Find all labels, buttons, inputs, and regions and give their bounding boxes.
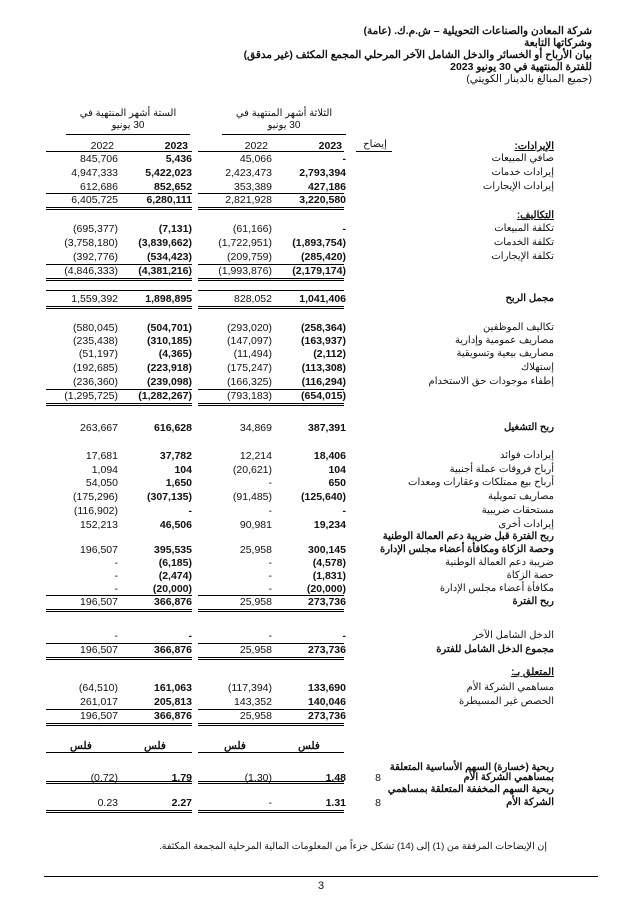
subtotal-rule — [46, 723, 192, 726]
statement-row — [0, 265, 642, 277]
row-value: (285,420) — [301, 251, 346, 263]
statement-row — [0, 667, 642, 679]
statement-row — [0, 710, 642, 722]
row-value: (695,377) — [73, 223, 118, 235]
row-value: (1,295,725) — [64, 390, 118, 402]
row-value: (504,701) — [147, 322, 192, 334]
row-value: (4,846,333) — [64, 265, 118, 277]
row-value: فلس — [298, 740, 320, 752]
row-value: 25,958 — [239, 596, 272, 608]
row-value: (64,510) — [78, 682, 118, 694]
row-value: (20,000) — [152, 583, 192, 595]
statement-row — [0, 362, 642, 374]
subtotal-rule — [198, 595, 344, 596]
row-value: 1,559,392 — [71, 293, 118, 305]
row-value: 1,094 — [91, 464, 118, 476]
row-value: (310,185) — [147, 335, 192, 347]
row-label: ربح التشغيل — [503, 422, 554, 433]
row-label: تكلفة الخدمات — [493, 237, 554, 248]
row-value: 1,650 — [165, 477, 192, 489]
row-value: - — [114, 557, 118, 569]
footnote: إن الإيضاحات المرفقة من (1) إلى (14) تشكل جزءاً من المعلومات المالية المرحلية المجمعة المكثفة. — [159, 841, 547, 852]
six-months-line1: الستة أشهر المنتهية في — [79, 108, 177, 119]
subtotal-rule — [46, 389, 192, 390]
subtotal-rule — [198, 709, 344, 710]
statement-row — [0, 491, 642, 503]
three-months-underline — [222, 134, 346, 135]
row-value: 46,506 — [159, 519, 192, 531]
row-value: (4,381,216) — [138, 265, 192, 277]
row-value: - — [268, 797, 272, 809]
row-value: (209,759) — [227, 251, 272, 263]
row-value: 6,280,111 — [146, 194, 192, 206]
row-value: (236,360) — [73, 376, 118, 388]
row-value: 300,145 — [308, 544, 346, 556]
row-label: مستحقات ضريبية — [481, 505, 554, 516]
row-value: 161,063 — [154, 682, 192, 694]
row-value: (307,135) — [147, 491, 192, 503]
row-label: أرباح بيع ممتلكات وعقارات ومعدات — [408, 477, 554, 488]
row-value: (117,394) — [227, 682, 272, 694]
statement-row — [0, 583, 642, 595]
subtotal-rule — [46, 810, 192, 813]
row-label: الحصص غير المسيطرة — [458, 696, 554, 707]
row-value: - — [342, 505, 346, 517]
currency-note: (جميع المبالغ بالدينار الكويتي) — [466, 73, 592, 85]
statement-row — [0, 194, 642, 206]
row-value: - — [114, 570, 118, 582]
row-value: فلس — [144, 740, 166, 752]
subtotal-rule — [198, 193, 344, 194]
subtotal-rule — [198, 810, 344, 813]
row-value: 104 — [174, 464, 192, 476]
subtotal-rule — [46, 278, 192, 281]
row-value: - — [188, 505, 192, 517]
row-value: 650 — [328, 477, 346, 489]
row-value: 273,736 — [308, 710, 346, 722]
row-label: الإيرادات: — [514, 141, 554, 152]
row-value: 90,981 — [239, 519, 272, 531]
three-months-line2: 30 يونيو — [267, 120, 301, 131]
row-value: - — [188, 630, 192, 642]
subtotal-rule — [46, 752, 192, 753]
statement-row — [0, 141, 642, 153]
row-value: - — [268, 505, 272, 517]
statement-row — [0, 797, 642, 809]
row-value: 104 — [328, 464, 346, 476]
period-line: للفترة المنتهية في 30 يونيو 2023 — [450, 61, 592, 73]
row-value: - — [114, 583, 118, 595]
page-footer-rule — [44, 876, 598, 877]
row-value: (3,758,180) — [64, 237, 118, 249]
row-label: المتعلق بـ: — [511, 667, 554, 678]
subtotal-rule — [198, 290, 344, 291]
row-value: 12,214 — [239, 450, 272, 462]
subtotal-rule — [198, 609, 344, 612]
row-value: 34,869 — [239, 422, 272, 434]
row-value: 263,667 — [80, 422, 118, 434]
row-value: 395,535 — [154, 544, 192, 556]
subtotal-rule — [46, 193, 192, 194]
row-note-ref: 8 — [375, 772, 381, 784]
row-label: تكلفة المبيعات — [494, 223, 554, 234]
row-value: 1,898,895 — [145, 293, 192, 305]
row-value: (147,097) — [227, 335, 272, 347]
row-label: وحصة الزكاة ومكافأة أعضاء مجلس الإدارة — [380, 544, 554, 555]
subtotal-rule — [46, 306, 192, 309]
row-value: 1.48 — [325, 772, 346, 784]
row-value: 152,213 — [80, 519, 118, 531]
subtotal-rule — [198, 781, 344, 784]
row-label: مجمل الربح — [505, 293, 554, 304]
subtotal-rule — [198, 752, 344, 753]
company-name: شركة المعادن والصناعات التحويلية – ش.م.ك. (عامة) — [363, 25, 592, 37]
row-value: 261,017 — [80, 696, 118, 708]
row-value: 37,782 — [159, 450, 192, 462]
row-value: 17,681 — [85, 450, 118, 462]
subtotal-rule — [46, 290, 192, 291]
row-label: أرباح فروقات عملة أجنبية — [449, 464, 554, 475]
row-value: (293,020) — [227, 322, 272, 334]
row-value: - — [342, 153, 346, 165]
note-column-heading: إيضاح — [363, 139, 387, 150]
row-value: (2,179,174) — [292, 265, 346, 277]
row-value: (11,494) — [233, 348, 272, 360]
row-value: 366,876 — [154, 644, 192, 656]
statement-row — [0, 464, 642, 476]
row-value: (20,000) — [306, 583, 346, 595]
row-value: (163,937) — [301, 335, 346, 347]
statement-row — [0, 557, 642, 569]
row-label: ربح الفترة — [512, 596, 554, 607]
row-value: (239,098) — [147, 376, 192, 388]
row-value: (175,296) — [73, 491, 118, 503]
row-value: (7,131) — [158, 223, 192, 235]
row-value: (91,485) — [232, 491, 272, 503]
row-value: - — [268, 477, 272, 489]
row-value: (235,438) — [73, 335, 118, 347]
row-label: الدخل الشامل الآخر — [472, 630, 554, 641]
subtotal-rule — [198, 657, 344, 660]
year-2022-three: 2022 — [244, 140, 268, 152]
row-value: (1,893,754) — [292, 237, 346, 249]
subsidiaries-line: وشركاتها التابعة — [524, 37, 592, 49]
row-value: 18,406 — [313, 450, 346, 462]
row-value: 387,391 — [308, 422, 346, 434]
statement-row — [0, 376, 642, 388]
subtotal-rule — [46, 609, 192, 612]
row-label: تكلفة الإيجارات — [491, 251, 554, 262]
statement-row — [0, 740, 642, 752]
subtotal-rule — [198, 207, 344, 210]
row-value: 25,958 — [239, 710, 272, 722]
statement-row — [0, 335, 642, 347]
subtotal-rule — [198, 306, 344, 309]
row-value: (116,902) — [73, 505, 118, 517]
row-value: 143,352 — [234, 696, 272, 708]
statement-row — [0, 682, 642, 694]
statement-row — [0, 210, 642, 222]
row-value: (20,621) — [232, 464, 272, 476]
row-value: 2,793,394 — [299, 167, 346, 179]
row-value: (534,423) — [147, 251, 192, 263]
row-value: (6,185) — [158, 557, 192, 569]
row-value: 828,052 — [234, 293, 272, 305]
row-label: إيرادات الإيجارات — [482, 181, 554, 192]
row-label: حصة الزكاة — [506, 570, 554, 581]
row-value: 4,947,333 — [71, 167, 118, 179]
row-label: ربح الفترة قبل ضريبة دعم العمالة الوطنية — [382, 531, 554, 542]
row-value: 1.79 — [171, 772, 192, 784]
row-value: 1,041,406 — [299, 293, 346, 305]
row-value: 2,423,473 — [225, 167, 272, 179]
row-value: 196,507 — [80, 644, 118, 656]
subtotal-rule — [46, 643, 192, 644]
statement-row — [0, 505, 642, 517]
row-value: (2,112) — [313, 348, 346, 360]
row-value: 2.27 — [171, 797, 192, 809]
statement-row — [0, 237, 642, 249]
row-value: 1.31 — [325, 797, 346, 809]
row-value: 45,066 — [239, 153, 272, 165]
row-value: (113,308) — [301, 362, 346, 374]
row-value: 54,050 — [85, 477, 118, 489]
row-value: فلس — [224, 740, 246, 752]
row-value: 353,389 — [234, 181, 272, 193]
row-value: (1,993,876) — [218, 265, 272, 277]
row-value: (223,918) — [147, 362, 192, 374]
statement-row — [0, 167, 642, 179]
row-value: 140,046 — [308, 696, 346, 708]
statement-row — [0, 390, 642, 402]
page-number: 3 — [317, 880, 325, 892]
row-value: 5,422,023 — [145, 167, 192, 179]
row-value: 25,958 — [239, 544, 272, 556]
row-value: (1.30) — [244, 772, 272, 784]
row-value: (116,294) — [301, 376, 346, 388]
row-value: 196,507 — [80, 544, 118, 556]
row-value: - — [268, 630, 272, 642]
row-value: 5,436 — [165, 153, 192, 165]
statement-row — [0, 544, 642, 556]
row-value: (793,183) — [227, 390, 272, 402]
row-value: 427,186 — [308, 181, 346, 193]
statement-row — [0, 223, 642, 235]
statement-title: بيان الأرباح أو الخسائر والدخل الشامل الآخر المرحلي المجمع المكثف (غير مدقق) — [243, 49, 592, 61]
three-months-line1: الثلاثة أشهر المنتهية في — [235, 108, 333, 119]
row-value: (4,578) — [312, 557, 346, 569]
statement-row — [0, 251, 642, 263]
statement-row — [0, 181, 642, 193]
row-value: 852,652 — [154, 181, 192, 193]
row-value: (258,364) — [301, 322, 346, 334]
row-value: - — [268, 557, 272, 569]
statement-row — [0, 784, 642, 796]
statement-row — [0, 644, 642, 656]
row-label: إيرادات فوائد — [499, 450, 554, 461]
row-value: فلس — [70, 740, 92, 752]
row-value: 3,220,580 — [299, 194, 346, 206]
row-label: ربحية (خسارة) السهم الأساسية المتعلقة — [389, 762, 554, 773]
row-value: (580,045) — [73, 322, 118, 334]
statement-row — [0, 348, 642, 360]
row-value: (1,831) — [312, 570, 346, 582]
row-label: الشركة الأم — [506, 797, 554, 808]
row-value: - — [268, 583, 272, 595]
row-value: (654,015) — [301, 390, 346, 402]
row-value: (2,474) — [158, 570, 192, 582]
row-label: صافي المبيعات — [491, 153, 554, 164]
statement-header — [244, 25, 592, 85]
subtotal-rule — [46, 207, 192, 210]
row-value: (4,365) — [158, 348, 192, 360]
row-value: (175,247) — [227, 362, 272, 374]
row-label: ضريبة دعم العمالة الوطنية — [445, 557, 554, 568]
row-value: 845,706 — [80, 153, 118, 165]
subtotal-rule — [198, 723, 344, 726]
row-label: تكاليف الموظفين — [483, 322, 554, 333]
row-value: 196,507 — [80, 596, 118, 608]
row-value: 6,405,725 — [71, 194, 118, 206]
row-value: (1,722,951) — [218, 237, 272, 249]
row-value: (192,685) — [73, 362, 118, 374]
row-value: 366,876 — [154, 596, 192, 608]
subtotal-rule — [46, 657, 192, 660]
row-value: (0.72) — [90, 772, 118, 784]
year-2023-six: 2023 — [164, 140, 188, 152]
statement-row — [0, 519, 642, 531]
row-value: (392,776) — [73, 251, 118, 263]
statement-row — [0, 696, 642, 708]
statement-row — [0, 570, 642, 582]
six-months-underline — [66, 134, 190, 135]
row-value: 25,958 — [239, 644, 272, 656]
subtotal-rule — [46, 781, 192, 784]
row-value: (51,197) — [78, 348, 118, 360]
subtotal-rule — [46, 403, 192, 406]
subtotal-rule — [46, 264, 192, 265]
row-label: إستهلاك — [521, 362, 554, 373]
row-value: (61,166) — [232, 223, 272, 235]
row-value: (166,325) — [227, 376, 272, 388]
subtotal-rule — [198, 389, 344, 390]
row-label: مصاريف عمومية وإدارية — [454, 335, 554, 346]
year-2023-three: 2023 — [318, 140, 342, 152]
row-value: 196,507 — [80, 710, 118, 722]
row-value: 273,736 — [308, 596, 346, 608]
year-2022-six: 2022 — [90, 140, 114, 152]
row-value: (3,839,662) — [138, 237, 192, 249]
six-months-heading — [66, 108, 190, 132]
row-label: ربحية السهم المخففة المتعلقة بمساهمي — [387, 784, 554, 795]
subtotal-rule — [198, 643, 344, 644]
row-label: مكافأة أعضاء مجلس الإدارة — [439, 583, 554, 594]
statement-row — [0, 596, 642, 608]
row-value: 616,628 — [154, 422, 192, 434]
row-value: 0.23 — [97, 797, 118, 809]
subtotal-rule — [198, 403, 344, 406]
row-value: 366,876 — [154, 710, 192, 722]
row-label: بمساهمي الشركة الأم — [463, 772, 554, 783]
row-value: 19,234 — [313, 519, 346, 531]
subtotal-rule — [46, 709, 192, 710]
row-value: - — [268, 570, 272, 582]
row-value: - — [114, 630, 118, 642]
row-value: - — [342, 223, 346, 235]
row-value: 133,690 — [308, 682, 346, 694]
statement-row — [0, 153, 642, 165]
statement-row — [0, 531, 642, 543]
row-label: مساهمي الشركة الأم — [466, 682, 554, 693]
statement-row — [0, 293, 642, 305]
row-value: 2,821,928 — [225, 194, 272, 206]
row-value: (125,640) — [301, 491, 346, 503]
statement-row — [0, 630, 642, 642]
six-months-line2: 30 يونيو — [111, 120, 145, 131]
row-label: إطفاء موجودات حق الاستخدام — [428, 376, 554, 387]
row-label: مجموع الدخل الشامل للفترة — [436, 644, 554, 655]
row-value: 612,686 — [80, 181, 118, 193]
row-label: إيرادات خدمات — [491, 167, 554, 178]
row-value: 273,736 — [308, 644, 346, 656]
row-value: - — [342, 630, 346, 642]
row-value: (1,282,267) — [138, 390, 192, 402]
three-months-heading — [222, 108, 346, 132]
statement-row — [0, 422, 642, 434]
row-value: 205,813 — [154, 696, 192, 708]
row-label: إيرادات أخرى — [498, 519, 554, 530]
statement-row — [0, 477, 642, 489]
statement-row — [0, 322, 642, 334]
statement-row — [0, 450, 642, 462]
row-label: مصاريف بيعية وتسويقية — [456, 348, 554, 359]
subtotal-rule — [46, 595, 192, 596]
row-label: مصاريف تمويلية — [487, 491, 554, 502]
row-label: التكاليف: — [516, 210, 554, 221]
subtotal-rule — [198, 264, 344, 265]
row-note-ref: 8 — [375, 797, 381, 809]
subtotal-rule — [198, 278, 344, 281]
